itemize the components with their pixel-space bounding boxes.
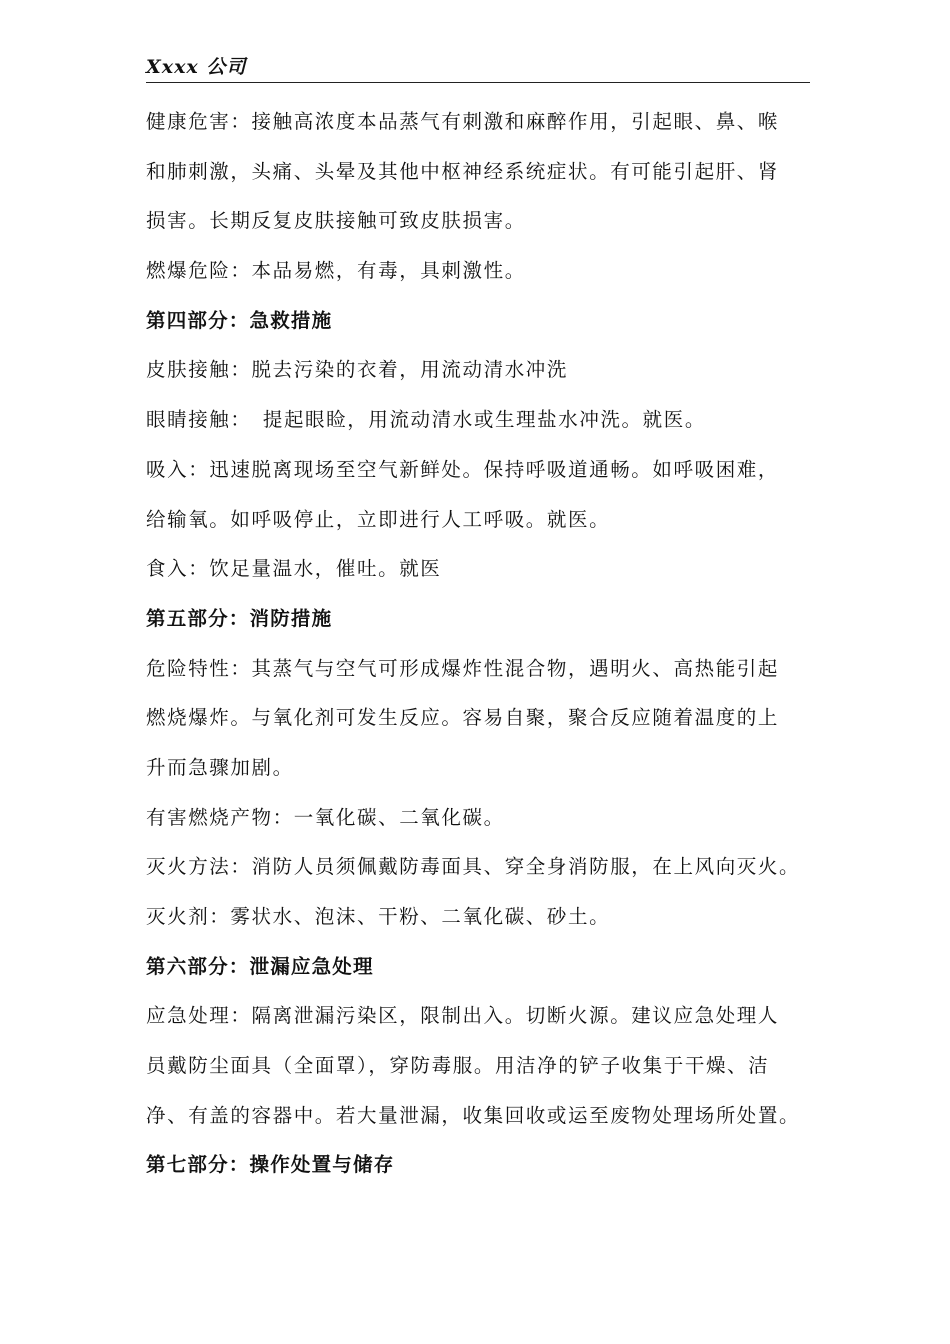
text-line: 燃烧爆炸。与氧化剂可发生反应。容易自聚，聚合反应随着温度的上 [146, 706, 780, 730]
section-heading: 第七部分：操作处置与储存 [146, 1153, 395, 1177]
section-heading: 第五部分：消防措施 [146, 606, 333, 630]
text-line: 净、有盖的容器中。若大量泄漏，收集回收或运至废物处理场所处置。 [146, 1103, 801, 1127]
text-line: 眼睛接触： 提起眼睑，用流动清水或生理盐水冲洗。就医。 [146, 408, 706, 432]
text-line: 员戴防尘面具（全面罩），穿防毒服。用洁净的铲子收集于干燥、洁 [146, 1054, 770, 1078]
text-line: 应急处理：隔离泄漏污染区，限制出入。切断火源。建议应急处理人 [146, 1004, 780, 1028]
text-line: 危险特性：其蒸气与空气可形成爆炸性混合物，遇明火、高热能引起 [146, 656, 780, 680]
section-heading: 第六部分：泄漏应急处理 [146, 954, 374, 978]
text-line: 有害燃烧产物：一氧化碳、二氧化碳。 [146, 805, 505, 829]
company-name: Xxxx 公司 [146, 56, 247, 78]
text-line: 食入：饮足量温水，催吐。就医 [146, 557, 442, 581]
document-body [146, 97, 818, 1190]
text-line: 健康危害：接触高浓度本品蒸气有刺激和麻醉作用，引起眼、鼻、喉 [146, 110, 780, 133]
text-line: 皮肤接触：脱去污染的衣着，用流动清水冲洗 [146, 358, 569, 382]
text-line: 升而急骤加剧。 [146, 755, 294, 779]
section-heading: 第四部分：急救措施 [146, 308, 333, 332]
page-header [146, 50, 810, 86]
text-line: 灭火方法：消防人员须佩戴防毒面具、穿全身消防服，在上风向灭火。 [146, 855, 801, 879]
text-line: 吸入：迅速脱离现场至空气新鲜处。保持呼吸道通畅。如呼吸困难， [146, 457, 780, 481]
text-line: 和肺刺激，头痛、头晕及其他中枢神经系统症状。有可能引起肝、肾 [146, 159, 780, 183]
text-line: 燃爆危险：本品易燃，有毒，具刺激性。 [146, 259, 526, 283]
text-line: 给输氧。如呼吸停止，立即进行人工呼吸。就医。 [146, 507, 611, 531]
header-divider [146, 82, 810, 83]
text-line: 损害。长期反复皮肤接触可致皮肤损害。 [146, 209, 526, 233]
text-line: 灭火剂：雾状水、泡沫、干粉、二氧化碳、砂土。 [146, 905, 611, 928]
